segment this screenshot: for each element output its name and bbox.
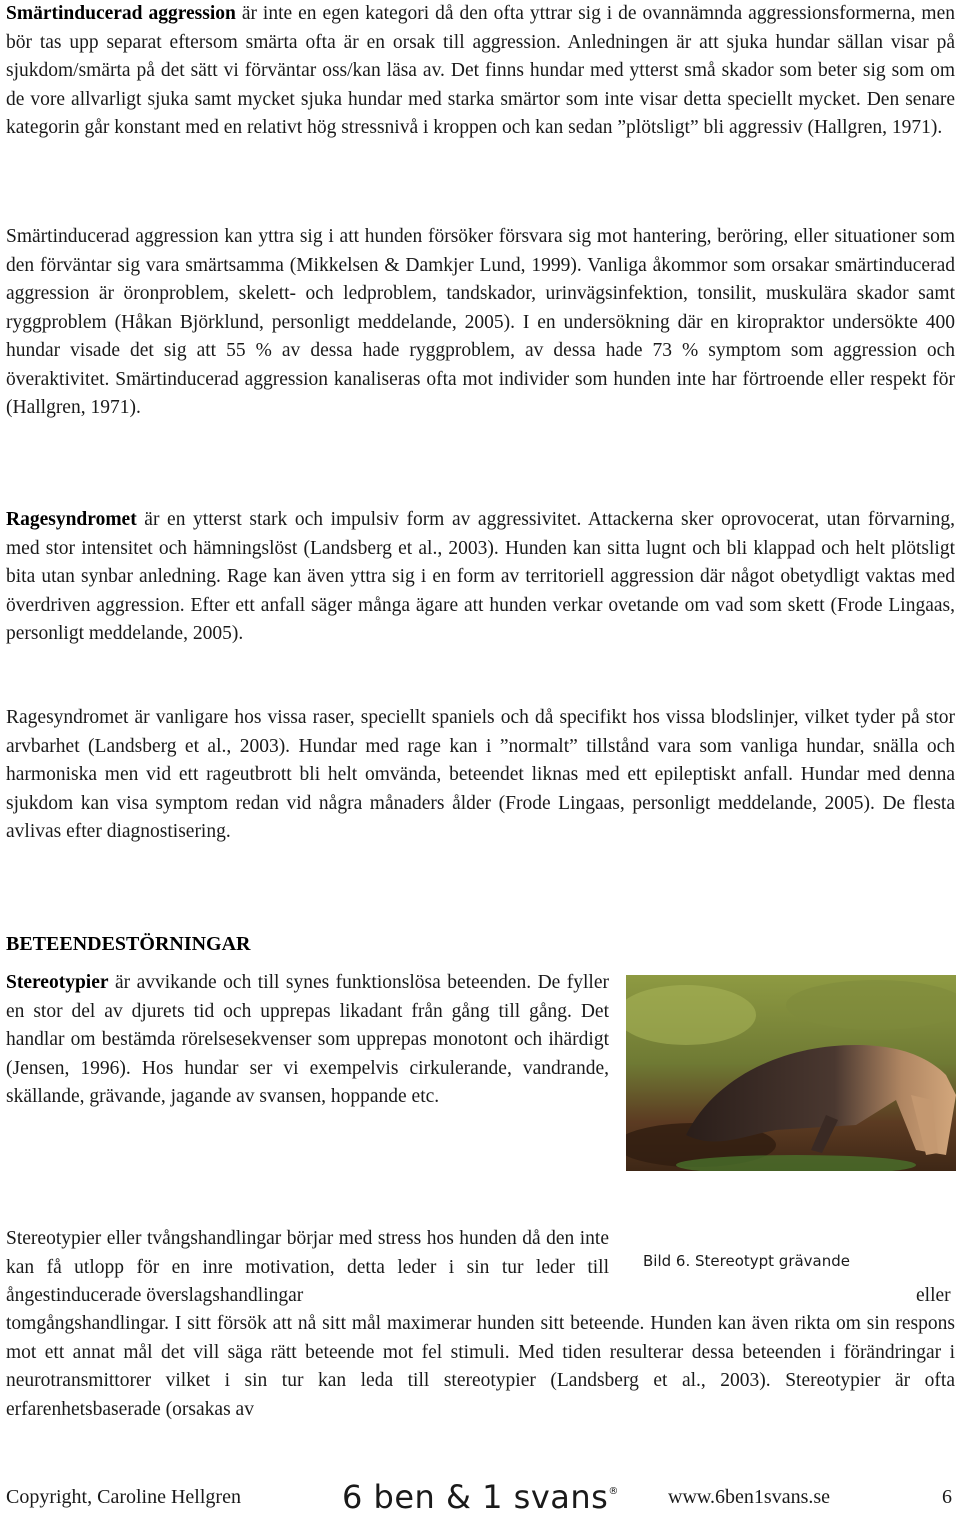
paragraph-pain-aggression (6, 0, 955, 143)
paragraph-compulsive-narrow: Stereotypier eller tvångshandlingar börjar med stress hos hunden då den inte kan få utlopp för en inre motivation, detta leder i sin tur leder till ångestinducerade överslagshandlingar (6, 1228, 609, 1306)
paragraph-pain-aggression-causes: Smärtinducerad aggression kan yttra sig i att hunden försöker försvara sig mot hantering, beröring, eller situationer som den förväntar sig vara smärtsamma (Mikkelsen & Damkjer Lund, 1999). Vanliga åkommor som orsakar smärtinducerad aggression är öronproblem, skelett- och ledproblem, tandskador, urinvägsinfektion, tonsilit, muskulära skador samt ryggproblem (Håkan Björklund, personligt meddelande, 2005). I en undersökning där en kiropraktor undersökte 400 hundar visade det sig att 55 % av dessa hade ryggproblem, av dessa hade 73 % symptom som aggression och överaktivitet. Smärtinducerad aggression kanaliseras ofta mot individer som hunden inte har förtroende eller respekt för (Hallgren, 1971). (6, 226, 955, 418)
paragraph-compulsive-full: tomgångshandlingar. I sitt försök att nå sitt mål maximerar hunden sitt beteende. Hunden kan även rikta om sin respons mot ett annat mål det vill säga rätt beteende mot fel stimuli. Med tiden resulterar dessa beteenden i förändringar i neurotransmittorer vilket i sin tur kan leda till stereotypier (Landsberg et al., 2003). Stereotypier är ofta erfarenhetsbaserade (orsakas av (6, 1313, 955, 1420)
paragraph-stereotypies (6, 969, 609, 1112)
paragraph-text: är en ytterst stark och impulsiv form av aggressivitet. Attackerna sker oprovocerat, utan förvarning, med stor intensitet och hämningslöst (Landsberg et al., 2003). Hunden kan sitta lugnt och bli klappad och helt plötsligt bita utan synbar anledning. Rage kan även yttra sig i en form av territoriell aggression där något obetydligt vaktas med överdriven aggression. Efter ett anfall säger många ägare att hunden verkar ovetande om vad som skett (Frode Lingaas, personligt meddelande, 2005). (6, 509, 955, 644)
paragraph-word-wrap: eller (916, 1285, 951, 1306)
digging-dog-photo (626, 975, 956, 1171)
page-footer (0, 1480, 960, 1520)
term-pain-aggression: Smärtinducerad aggression (6, 3, 236, 24)
paragraph-rage-breeds: Ragesyndromet är vanligare hos vissa raser, speciellt spaniels och då specifikt hos vissa blodslinjer, vilket tyder på stor arvbarhet (Landsberg et al., 2003). Hundar med rage kan i ”normalt” tillstånd vara som vanliga hundar, snälla och harmoniska men vid ett rageutbrott bli helt omvända, beteendet liknas med ett epileptiskt anfall. Hundar med denna sjukdom kan visa symptom redan vid några månaders ålder (Frode Lingaas, personligt meddelande, 2005). De flesta avlivas efter diagnostisering. (6, 707, 955, 842)
registered-mark: ® (608, 1486, 619, 1497)
term-rage-syndrome: Ragesyndromet (6, 509, 137, 530)
page-number: 6 (942, 1486, 952, 1508)
figure-caption: Bild 6. Stereotypt grävande (643, 1252, 851, 1270)
section-heading: BETEENDESTÖRNINGAR (6, 933, 251, 955)
website-url: www.6ben1svans.se (668, 1486, 831, 1508)
logo-text: 6 ben & 1 svans (342, 1478, 609, 1516)
paragraph-rage-syndrome (6, 506, 955, 649)
paragraph-text: är avvikande och till synes funktionslösa beteenden. De fyller en stor del av djurets tid och upprepas likadant från gång till gång. Det handlar om bestämda rörelsesekvenser som upprepas monotont och ihärdigt (Jensen, 1996). Hos hundar ser vi exempelvis cirkulerande, vandrande, skällande, grävande, jagande av svansen, hoppande etc. (6, 972, 609, 1107)
copyright-text: Copyright, Caroline Hellgren (6, 1486, 241, 1508)
brand-logo (342, 1478, 619, 1516)
term-stereotypies: Stereotypier (6, 972, 109, 993)
paragraph-text: är inte en egen kategori då den ofta yttrar sig i de ovannämnda aggressionsformerna, men bör tas upp separat eftersom smärta ofta är en orsak till aggression. Anledningen är att sjuka hundar sällan visar på sjukdom/smärta på det sätt vi förväntar oss/kan läsa av. Det finns hundar med ytterst små skador som beter sig som om de vore allvarligt sjuka samt mycket sjuka hundar med starka smärtor som inte visar detta speciellt mycket. Den senare kategorin går konstant med en relativt hög stressnivå i kroppen och kan sedan ”plötsligt” bli aggressiv (Hallgren, 1971). (6, 3, 955, 138)
